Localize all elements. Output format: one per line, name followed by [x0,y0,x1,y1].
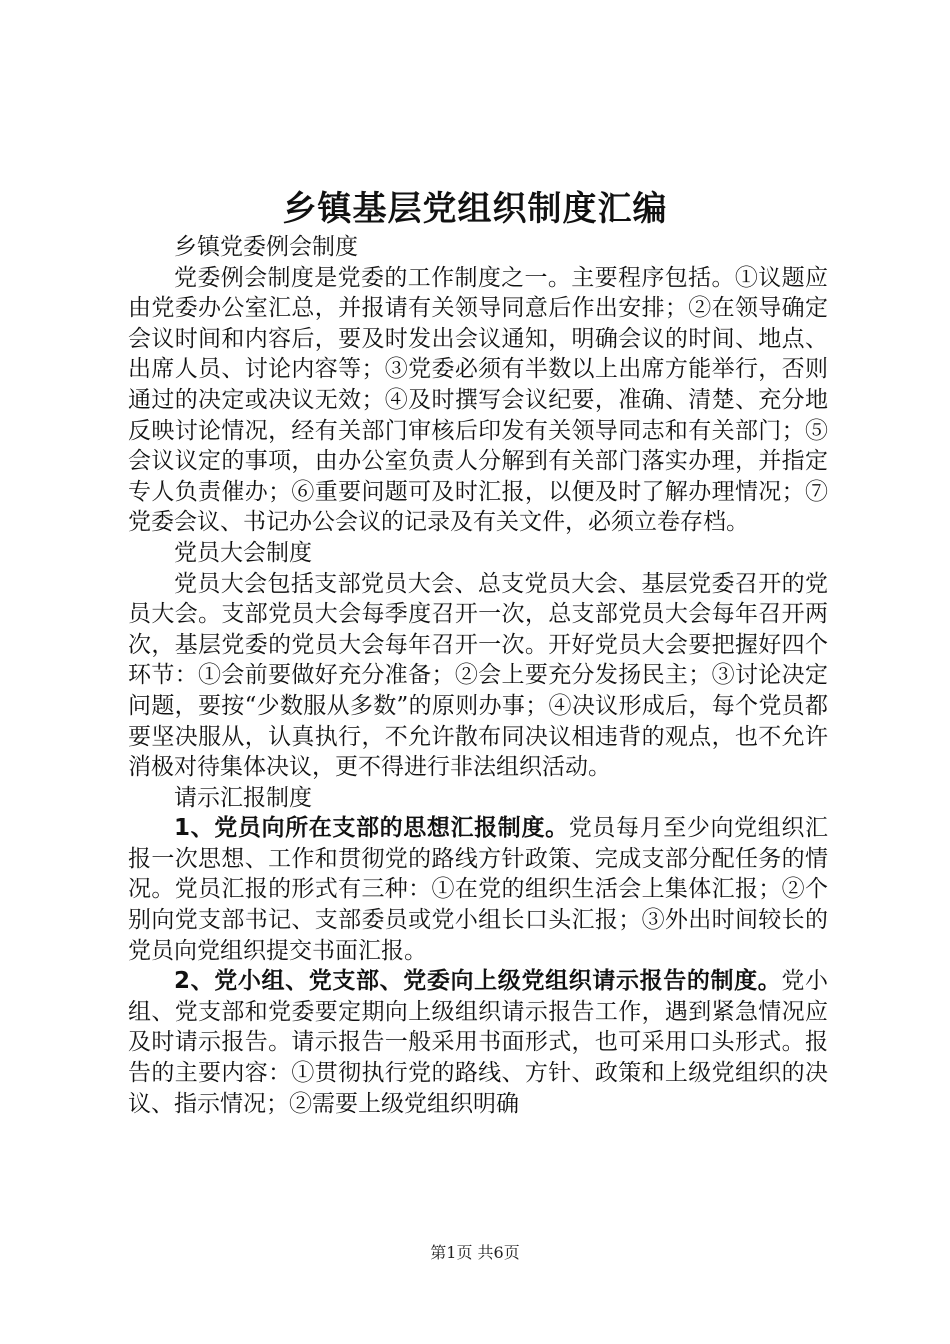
section-heading-report: 请示汇报制度 [174,784,312,811]
report-item-1 [128,813,828,966]
document-body [128,232,828,1119]
document-title: 乡镇基层党组织制度汇编 [282,189,668,229]
report-item-2 [128,966,828,1119]
report-item-2-lead: 2、党小组、党支部、党委向上级党组织请示报告的制度。 [174,968,782,995]
report-item-2-text: 党小组、党支部和党委要定期向上级组织请示报告工作，遇到紧急情况应及时请示报告。请示报告一般采用书面形式，也可采用口头形式。报告的主要内容：①贯彻执行党的路线、方针、政策和上级党组织的决议、指示情况；②需要上级党组织明确 [128,968,828,1117]
report-item-1-lead: 1、党员向所在支部的思想汇报制度。 [174,815,569,842]
section-paragraph-meeting: 党委例会制度是党委的工作制度之一。主要程序包括。①议题应由党委办公室汇总，并报请有关领导同意后作出安排；②在领导确定会议时间和内容后，要及时发出会议通知，明确会议的时间、地点、出席人员、讨论内容等；③党委必须有半数以上出席方能举行，否则通过的决定或决议无效；④及时撰写会议纪要，准确、清楚、充分地反映讨论情况，经有关部门审核后印发有关领导同志和有关部门；⑤会议议定的事项，由办公室负责人分解到有关部门落实办理，并指定专人负责催办；⑥重要问题可及时汇报，以便及时了解办理情况；⑦党委会议、书记办公会议的记录及有关文件，必须立卷存档。 [128,264,828,536]
section-paragraph-assembly: 党员大会包括支部党员大会、总支党员大会、基层党委召开的党员大会。支部党员大会每季度召开一次，总支部党员大会每年召开两次，基层党委的党员大会每年召开一次。开好党员大会要把握好四个环节：①会前要做好充分准备；②会上要充分发扬民主；③讨论决定问题，要按“少数服从多数”的原则办事；④决议形成后，每个党员都要坚决服从，认真执行，不允许散布同决议相违背的观点，也不允许消极对待集体决议，更不得进行非法组织活动。 [128,570,828,781]
page-footer: 第1页 共6页 [430,1243,520,1262]
section-heading-assembly: 党员大会制度 [174,539,312,566]
report-item-1-text: 党员每月至少向党组织汇报一次思想、工作和贯彻党的路线方针政策、完成支部分配任务的情况。党员汇报的形式有三种：①在党的组织生活会上集体汇报；②个别向党支部书记、支部委员或党小组长口头汇报；③外出时间较长的党员向党组织提交书面汇报。 [128,815,828,964]
section-heading-meeting: 乡镇党委例会制度 [174,234,358,260]
